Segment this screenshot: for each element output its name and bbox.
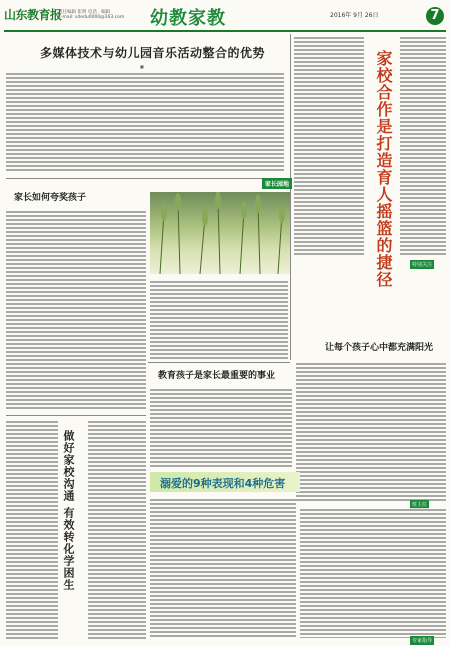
editor-info: 责任编辑 崔明 电话 . 编辑 xyxy=(58,10,111,15)
mid-article-body xyxy=(150,280,288,360)
issue-date: 2016年 9月 26日 xyxy=(330,12,379,19)
sunshine-body xyxy=(296,362,446,502)
family-ed-body-right xyxy=(400,36,446,256)
main-article-body xyxy=(6,72,284,172)
upbringing-headline: 教育孩子是家长最重要的事业 xyxy=(158,371,276,381)
main-headline: 多媒体技术与幼儿园音乐活动整合的优势 xyxy=(40,46,266,60)
praise-headline: 家长如何夸奖孩子 xyxy=(14,193,87,203)
masthead-rule xyxy=(4,30,446,32)
tag-special: 特别关注 xyxy=(412,262,433,268)
communicate-headline: 做好家校沟通 有效转化学困生 xyxy=(62,430,75,591)
left-divider xyxy=(6,415,146,416)
masthead xyxy=(0,0,450,34)
communicate-body-left xyxy=(6,420,58,640)
section-divider xyxy=(6,178,288,179)
sunshine-headline: 让每个孩子心中都充满阳光 xyxy=(325,343,434,353)
spoil-body xyxy=(150,498,296,638)
communicate-body-right xyxy=(88,420,146,640)
family-ed-headline: 家校合作是打造育人摇篮的捷径 xyxy=(374,50,393,288)
tag-teacher: 班主任 xyxy=(412,502,428,508)
editor-email: E-mail: sdedu0000@163.com xyxy=(58,15,125,20)
tag-expert: 专家指导 xyxy=(412,638,433,644)
newspaper-logo: 山东教育报 xyxy=(4,8,62,22)
column-divider xyxy=(290,34,291,360)
main-byline: ■ xyxy=(140,64,144,69)
grass-photo xyxy=(150,192,290,274)
tag-parents: 家长园地 xyxy=(262,178,292,189)
mid-divider xyxy=(148,362,290,363)
praise-body xyxy=(6,210,146,410)
upbringing-body xyxy=(150,388,292,468)
spoil-body-right xyxy=(300,508,446,638)
page-number: 7 xyxy=(426,7,444,25)
family-ed-body-left xyxy=(294,36,364,256)
section-title: 幼教家教 xyxy=(150,8,226,29)
spoil-headline: 溺爱的9种表现和4种危害 xyxy=(160,477,286,490)
